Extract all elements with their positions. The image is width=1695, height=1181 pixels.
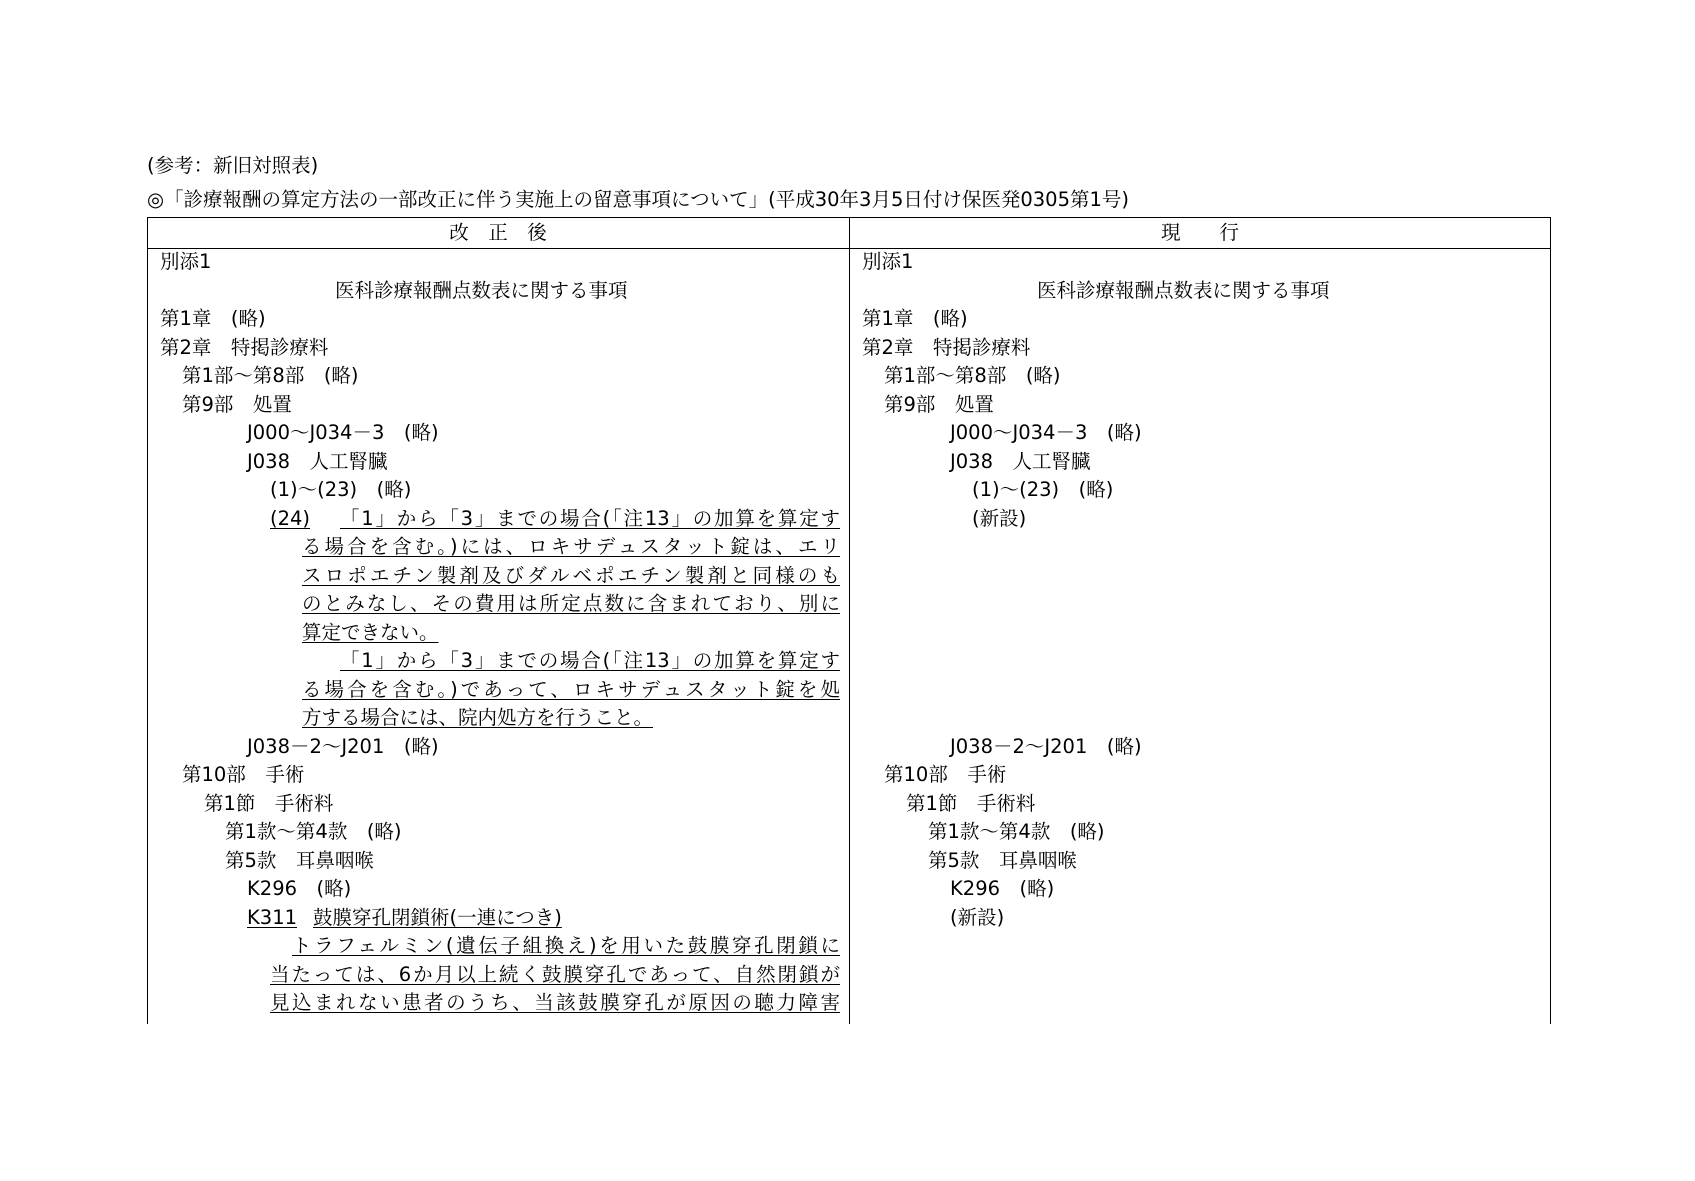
current-section-title: 医科診療報酬点数表に関する事項 (1037, 279, 1330, 302)
revised-j000: J000～J034－3 (略) (247, 421, 439, 444)
revised-k311-line-1: トラフェルミン(遺伝子組換え)を用いた鼓膜穿孔閉鎖に (292, 934, 840, 957)
revised-j038: J038 人工腎臓 (247, 450, 388, 473)
revised-item-24-number: (24) (270, 507, 311, 530)
revised-part-9: 第9部 処置 (182, 393, 292, 416)
table-column-divider (849, 217, 850, 1024)
current-attachment: 別添1 (862, 250, 914, 273)
revised-item-24-line-2: る場合を含む。)には、ロキサデュスタット錠は、エリ (302, 535, 840, 558)
current-section-1: 第1節 手術料 (906, 792, 1036, 815)
current-chapter-1: 第1章 (略) (862, 307, 968, 330)
document-title: ◎「診療報酬の算定方法の一部改正に伴う実施上の留意事項について」(平成30年3月5日付け保医発0305第1号) (147, 188, 1129, 211)
revised-k311-line-3: 見込まれない患者のうち、当該鼓膜穿孔が原因の聴力障害 (270, 991, 840, 1014)
revised-k311-title: 鼓膜穿孔閉鎖術(一連につき) (313, 906, 562, 929)
revised-item-24-line-5: 算定できない。 (302, 621, 439, 644)
revised-item-24-line-1: 「1」から「3」までの場合(「注13」の加算を算定す (340, 507, 840, 530)
revised-k311-code: K311 (247, 906, 298, 929)
current-new-item-2: (新設) (950, 906, 1005, 929)
current-parts-1-8: 第1部～第8部 (略) (884, 364, 1061, 387)
revised-item-24-para-2-line-1: 「1」から「3」までの場合(「注13」の加算を算定す (340, 649, 840, 672)
revised-item-24-para-2-line-2: る場合を含む。)であって、ロキサデュスタット錠を処 (302, 678, 840, 701)
current-items-1-23: (1)～(23) (略) (972, 478, 1114, 501)
current-k296: K296 (略) (950, 877, 1055, 900)
current-article-5: 第5款 耳鼻咽喉 (928, 849, 1077, 872)
current-j000: J000～J034－3 (略) (950, 421, 1142, 444)
current-part-10: 第10部 手術 (884, 763, 1007, 786)
current-chapter-2: 第2章 特掲診療料 (862, 336, 1031, 359)
column-header-current: 現 行 (1160, 221, 1239, 244)
revised-articles-1-4: 第1款～第4款 (略) (225, 820, 402, 843)
revised-chapter-1: 第1章 (略) (160, 307, 266, 330)
table-left-border (147, 217, 148, 1024)
revised-part-10: 第10部 手術 (182, 763, 305, 786)
reference-note: (参考：新旧対照表) (147, 154, 319, 177)
current-new-item-1: (新設) (972, 507, 1027, 530)
revised-item-24-line-4: のとみなし、その費用は所定点数に含まれており、別に (302, 592, 840, 615)
revised-section-1: 第1節 手術料 (204, 792, 334, 815)
revised-section-title: 医科診療報酬点数表に関する事項 (335, 279, 628, 302)
revised-j038-2: J038－2～J201 (略) (247, 735, 439, 758)
revised-article-5: 第5款 耳鼻咽喉 (225, 849, 374, 872)
revised-chapter-2: 第2章 特掲診療料 (160, 336, 329, 359)
column-header-revised: 改 正 後 (449, 221, 547, 244)
revised-items-1-23: (1)～(23) (略) (270, 478, 412, 501)
revised-k296: K296 (略) (247, 877, 352, 900)
current-articles-1-4: 第1款～第4款 (略) (928, 820, 1105, 843)
revised-attachment: 別添1 (160, 250, 212, 273)
current-j038: J038 人工腎臓 (950, 450, 1091, 473)
revised-item-24-line-3: スロポエチン製剤及びダルベポエチン製剤と同様のも (302, 564, 840, 587)
current-j038-2: J038－2～J201 (略) (950, 735, 1142, 758)
revised-parts-1-8: 第1部～第8部 (略) (182, 364, 359, 387)
current-part-9: 第9部 処置 (884, 393, 994, 416)
revised-k311-line-2: 当たっては、6か月以上続く鼓膜穿孔であって、自然閉鎖が (270, 963, 840, 986)
table-right-border (1550, 217, 1551, 1024)
revised-item-24-para-2-line-3: 方する場合には、院内処方を行うこと。 (302, 706, 654, 729)
